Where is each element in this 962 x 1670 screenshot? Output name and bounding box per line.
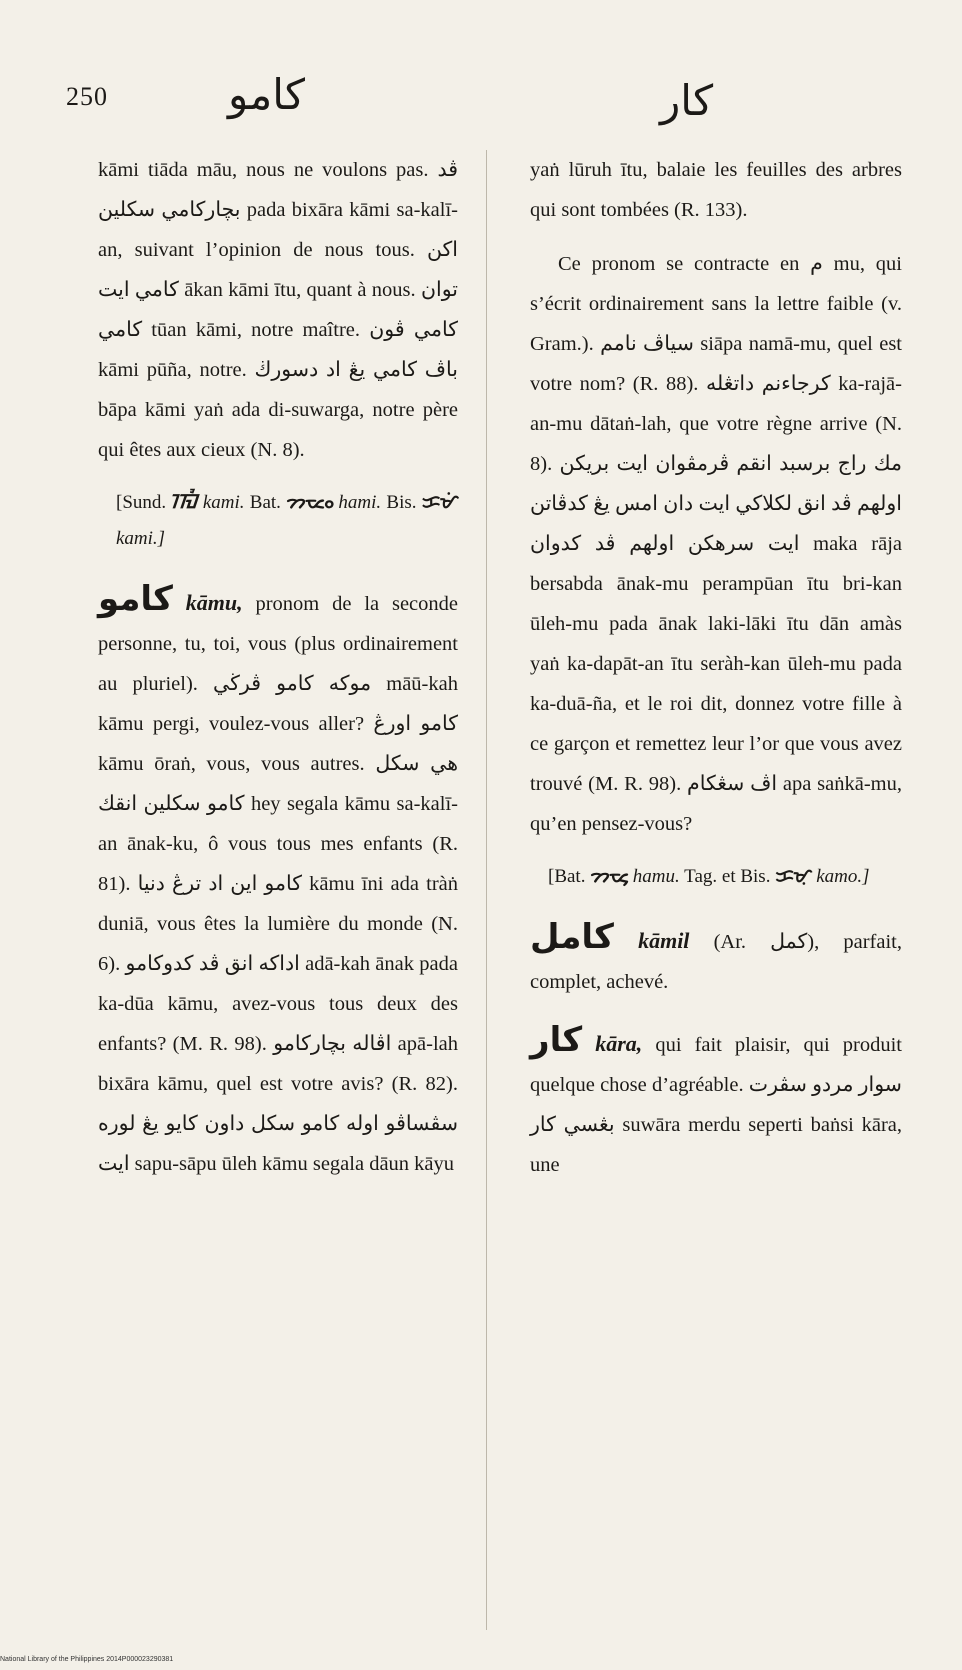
kamu-continuation: yaṅ lūruh ītu, balaie les feuilles des arbres qui sont tombées (R. 133). [530, 159, 902, 221]
kami-continuation: kāmi tiāda māu, nous ne voulons pas. ڤد بچاركامي سكلين pada bixāra kāmi sa-kalī-an, suivant l’opinion de nous tous. اكن كامي ايت ākan kāmi ītu, quant à nous. توان كامي tūan kāmi, notre maître. كامي ڤون kāmi pūña, notre. باڤ كامي يڠ اد دسورڬ bāpa kāmi yaṅ ada di-suwarga, notre père qui êtes aux cieux (N. 8). [98, 159, 458, 461]
running-head-left: كامو [228, 70, 305, 119]
tag-label: Tag. et Bis. [684, 866, 771, 887]
kamu-cognates [548, 858, 902, 895]
sundanese-script: ᮊᮙᮤ [171, 491, 198, 513]
sund-label: [Sund. [116, 492, 167, 513]
page-number: 250 [66, 82, 108, 111]
bat-label: [Bat. [548, 866, 586, 887]
tagalog-script: ᜃᜋᜓ [775, 865, 812, 887]
sund-word: kami. [202, 492, 245, 513]
kami-cognates [116, 484, 458, 557]
left-column [98, 150, 458, 1202]
entry-kara-headword: kāra, [595, 1031, 643, 1056]
entry-kamil-headword: kāmil [638, 928, 690, 953]
bat-word: hamu. [632, 866, 680, 887]
entry-kamu-text: pronom de la seconde personne, tu, toi, vous (plus ordinairement au pluriel). موكه كامو ڤرڬي māū-kah kāmu pergi, voulez-vous aller? كامو اورڠ kāmu ōraṅ, vous, vous autres. هي سكل كامو سكلين انقك hey segala kāmu sa-kalī-an ānak-ku, ô vous tous mes enfants (R. 81). كامو اين اد ترڠ دنيا kāmu īni ada tràṅ duniā, vous êtes la lumière du monde (N. 6). اداكه انق ڤد كدوكامو adā-kah ānak pada ka-dūa kāmu, avez-vous tous deux des enfants? (M. R. 98). اڤاله بچاركامو apā-lah bixāra kāmu, quel est votre avis? (R. 82). سڤساڤو اوله كامو سكل داون كايو يڠ لوره ايت sapu-sāpu ūleh kāmu segala dāun kāyu [98, 593, 459, 1175]
entry-kamil-arabic: كامل [530, 917, 614, 957]
bat-word: hami. [338, 492, 382, 513]
entry-kamu [98, 579, 458, 1184]
entry-kara [530, 1020, 902, 1185]
bat-label: Bat. [249, 492, 281, 513]
library-footer: National Library of the Philippines 2014P000023290381 [0, 1656, 174, 1663]
batak-script: ᯂᯔᯪ [286, 491, 334, 513]
entry-kara-arabic: كار [530, 1020, 583, 1060]
bisaya-script: ᜃᜋᜒ [421, 491, 459, 513]
bis-label: Bis. [386, 492, 417, 513]
entry-kamil-text: (Ar. كمل), parfait, complet, achevé. [530, 931, 903, 993]
column-divider [486, 150, 487, 1630]
batak-script: ᯂᯔᯮ [590, 865, 629, 887]
entry-kara-text: qui fait plaisir, qui produit quelque chose d’agréable. سوار مردو سڤرت بڠسي كار suwāra merdu seperti baṅsi kāra, une [530, 1034, 903, 1176]
mu-contraction: Ce pronom se contracte en م mu, qui s’écrit ordinairement sans la lettre faible (v. Gram.). سياڤ نامم siāpa namā-mu, quel est votre nom? (R. 88). كرجاءنم داتڠله ka-rajā-an-mu dātaṅ-lah, que votre règne arrive (N. 8). مك راج برسبد انقم ڤرمڤوان ايت بريكن اولهم ڤد انق لكلاكي ايت دان امس يڠ كدڤاتن ايت سرهكن اولهم ڤد كدوان maka rāja bersabda ānak-mu perampūan ītu bri-kan ūleh-mu pada ānak laki-lāki ītu dān amàs yaṅ ka-dapāt-an ītu seràh-kan ūleh-mu pada ka-duā-ña, et le roi dit, donnez votre fille à ce garçon et remettez leur l’or que vous avez trouvé (M. R. 98). اڤ سڠكام apa saṅkā-mu, qu’en pensez-vous? [530, 253, 902, 835]
right-column [530, 150, 902, 1203]
running-head-right: كار [660, 76, 714, 125]
bis-word: kami.] [116, 528, 166, 549]
entry-kamu-arabic: كامو [98, 579, 173, 619]
entry-kamu-headword: kāmu, [185, 590, 243, 615]
tag-word: kamo.] [816, 866, 870, 887]
entry-kamil [530, 917, 902, 1002]
